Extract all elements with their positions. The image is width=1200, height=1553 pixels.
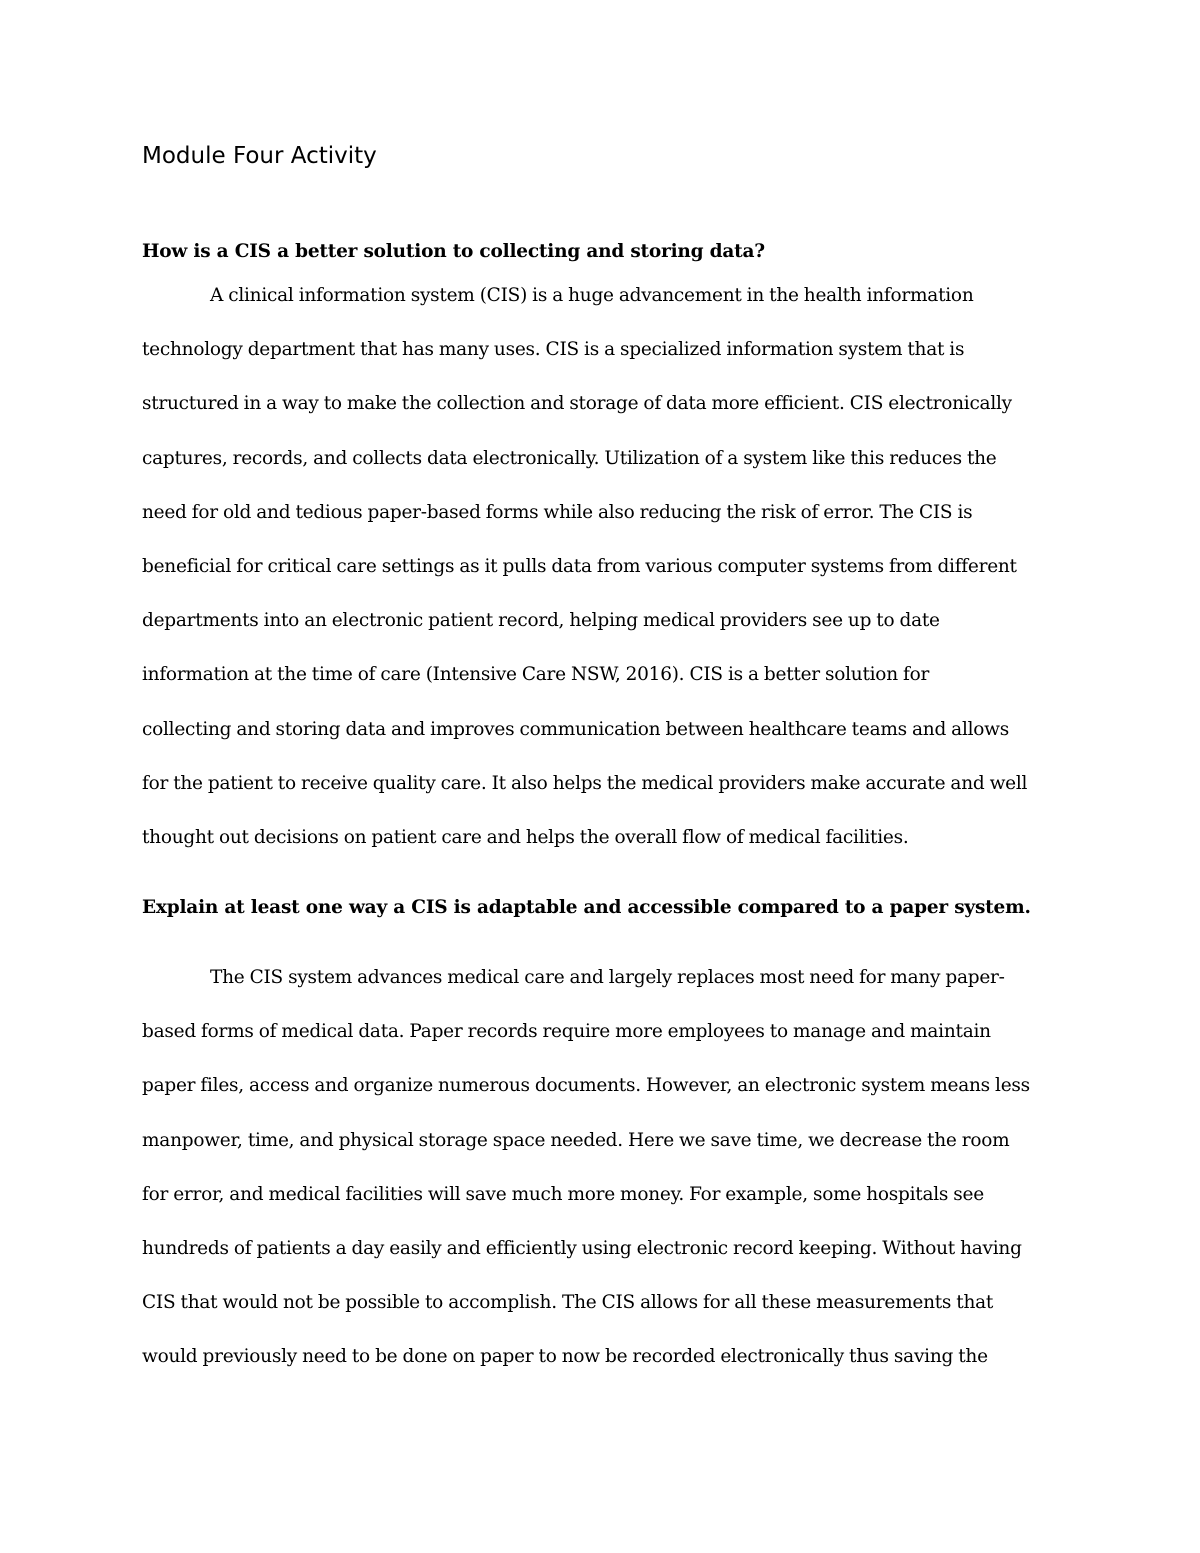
section-question: Explain at least one way a CIS is adaptable and accessible compared to a paper system. <box>142 897 1031 918</box>
answer-line: paper files, access and organize numerous documents. However, an electronic system means less <box>142 1075 1030 1097</box>
answer-line: captures, records, and collects data electronically. Utilization of a system like this reduces the <box>142 447 997 469</box>
answer-line: structured in a way to make the collection and storage of data more efficient. CIS electronically <box>142 393 1012 415</box>
section-answer <box>142 951 1030 1385</box>
document-title: Module Four Activity <box>142 143 377 169</box>
answer-line: manpower, time, and physical storage space needed. Here we save time, we decrease the room <box>142 1129 1010 1151</box>
answer-line: hundreds of patients a day easily and efficiently using electronic record keeping. Without having <box>142 1238 1022 1260</box>
answer-line: thought out decisions on patient care and helps the overall flow of medical facilities. <box>142 827 909 849</box>
answer-line: A clinical information system (CIS) is a huge advancement in the health information <box>210 285 974 306</box>
answer-line: departments into an electronic patient record, helping medical providers see up to date <box>142 610 940 632</box>
answer-line: based forms of medical data. Paper records require more employees to manage and maintain <box>142 1021 991 1043</box>
answer-line: technology department that has many uses. CIS is a specialized information system that is <box>142 339 965 361</box>
answer-line: beneficial for critical care settings as it pulls data from various computer systems from different <box>142 556 1017 578</box>
answer-line: need for old and tedious paper-based forms while also reducing the risk of error. The CIS is <box>142 501 973 523</box>
section-question: How is a CIS a better solution to collecting and storing data? <box>142 241 765 262</box>
answer-line: CIS that would not be possible to accomplish. The CIS allows for all these measurements that <box>142 1292 994 1314</box>
answer-line: information at the time of care (Intensive Care NSW, 2016). CIS is a better solution for <box>142 664 930 686</box>
answer-line: The CIS system advances medical care and largely replaces most need for many paper- <box>210 967 1005 988</box>
answer-line: for the patient to receive quality care. It also helps the medical providers make accurate and well <box>142 772 1028 794</box>
answer-line: would previously need to be done on paper to now be recorded electronically thus saving the <box>142 1346 988 1368</box>
answer-line: for error, and medical facilities will save much more money. For example, some hospitals see <box>142 1183 984 1205</box>
section-answer <box>142 269 1027 865</box>
answer-line: collecting and storing data and improves communication between healthcare teams and allows <box>142 718 1010 740</box>
